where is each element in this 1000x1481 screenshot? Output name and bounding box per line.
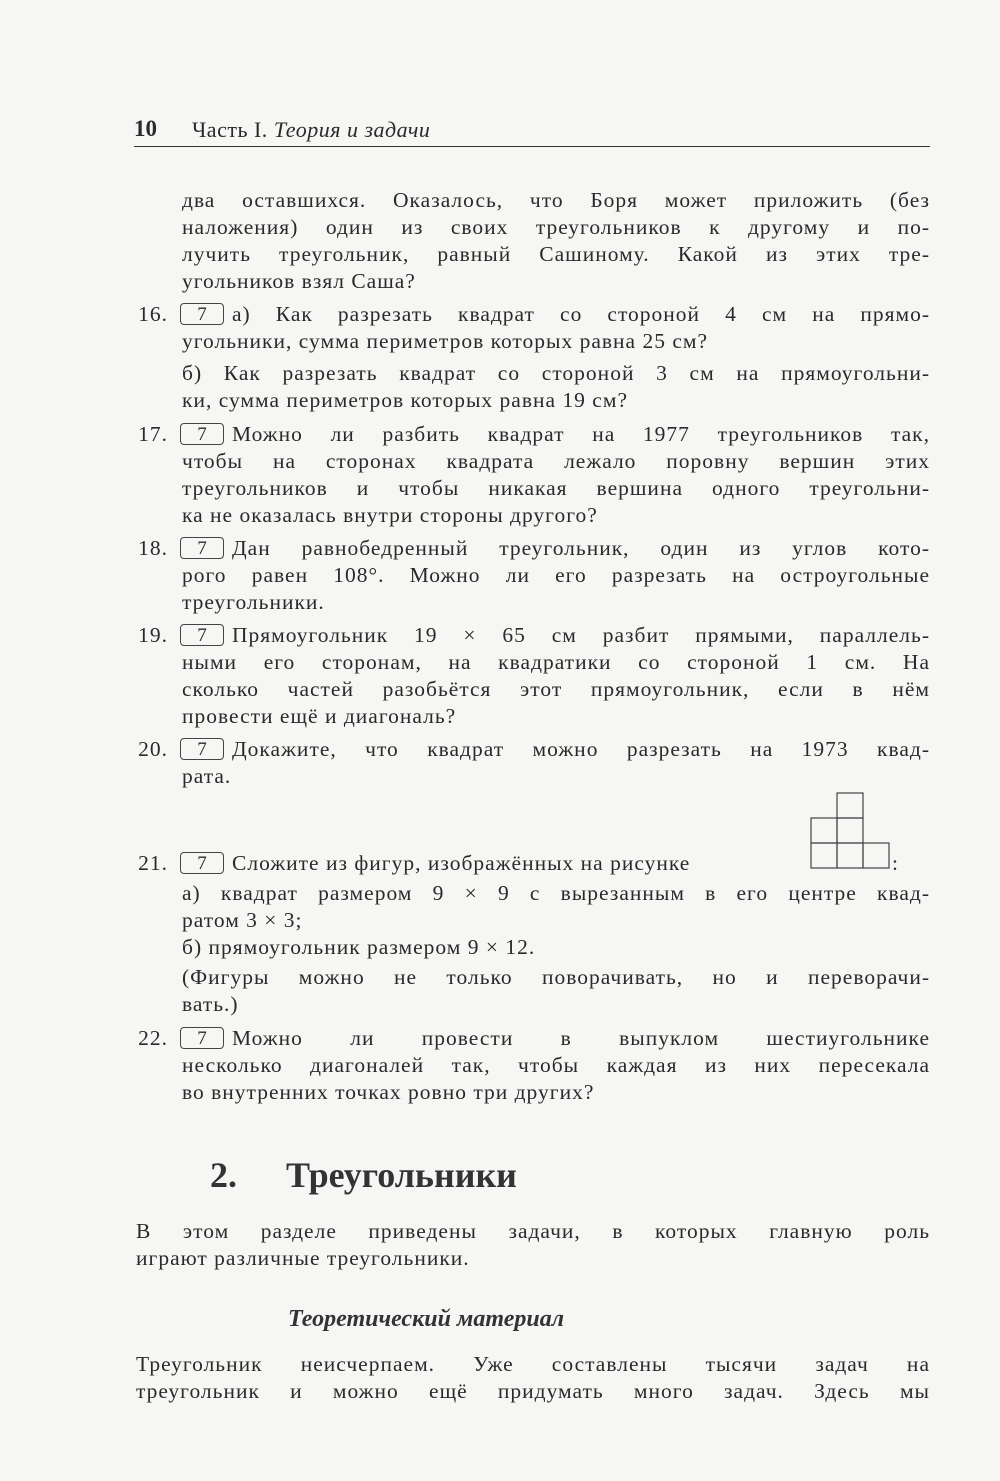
intro-line: угольников взял Саша? bbox=[182, 269, 416, 293]
difficulty-badge: 7 bbox=[180, 303, 224, 325]
part-title: Часть I. Теория и задачи bbox=[192, 117, 431, 142]
problem-text: несколько диагоналей так, чтобы каждая из них пересекала bbox=[182, 1053, 930, 1077]
difficulty-badge: 7 bbox=[180, 537, 224, 559]
problem-number: 22. bbox=[138, 1026, 168, 1050]
problem-text: ратом 3 × 3; bbox=[182, 908, 303, 932]
section-heading bbox=[210, 1150, 517, 1200]
problem-text: б) прямоугольник размером 9 × 12. bbox=[182, 935, 536, 959]
problem-text: Прямоугольник 19 × 65 см разбит прямыми, параллель- bbox=[232, 623, 930, 647]
problem-text: треугольники. bbox=[182, 590, 325, 614]
difficulty-badge: 7 bbox=[180, 852, 224, 874]
problem-text: ными его сторонам, на квадратики со стороной 1 см. На bbox=[182, 650, 930, 674]
problem-text: б) Как разрезать квадрат со стороной 3 см на прямоугольни- bbox=[182, 361, 930, 385]
problem-text: : bbox=[892, 851, 899, 875]
problem-number: 19. bbox=[138, 623, 168, 647]
problem-text: рого равен 108°. Можно ли его разрезать на остроугольные bbox=[182, 563, 930, 587]
body-text: Треугольник неисчерпаем. Уже составлены тысячи задач на bbox=[136, 1352, 930, 1376]
problem-text: рата. bbox=[182, 764, 232, 788]
section-title: Треугольники bbox=[286, 1155, 517, 1195]
difficulty-badge: 7 bbox=[180, 1027, 224, 1049]
difficulty-badge: 7 bbox=[180, 738, 224, 760]
problem-text: чтобы на сторонах квадрата лежало поровну вершин этих bbox=[182, 449, 930, 473]
difficulty-badge: 7 bbox=[180, 624, 224, 646]
intro-line: лучить треугольник, равный Сашиному. Какой из этих тре- bbox=[182, 242, 930, 266]
section-intro: В этом разделе приведены задачи, в которых главную роль bbox=[136, 1219, 930, 1243]
section-intro: играют различные треугольники. bbox=[136, 1246, 470, 1270]
body-text: треугольник и можно ещё придумать много задач. Здесь мы bbox=[136, 1379, 930, 1403]
problem-number: 16. bbox=[138, 302, 168, 326]
intro-line: два оставшихся. Оказалось, что Боря может приложить (без bbox=[182, 188, 930, 212]
polyomino-figure bbox=[810, 792, 890, 870]
figure-cell bbox=[811, 843, 837, 868]
intro-line: наложения) один из своих треугольников к другому и по- bbox=[182, 215, 930, 239]
problem-text: ки, сумма периметров которых равна 19 см? bbox=[182, 388, 628, 412]
problem-text: Сложите из фигур, изображённых на рисунке bbox=[232, 851, 691, 875]
problem-text: а) Как разрезать квадрат со стороной 4 см на прямо- bbox=[232, 302, 930, 326]
problem-number: 21. bbox=[138, 851, 168, 875]
section-number: 2. bbox=[210, 1155, 237, 1195]
figure-cell bbox=[811, 818, 837, 843]
problem-text: Можно ли провести в выпуклом шестиугольнике bbox=[232, 1026, 930, 1050]
problem-text: сколько частей разобьётся этот прямоугольник, если в нём bbox=[182, 677, 930, 701]
problem-text: Можно ли разбить квадрат на 1977 треугольников так, bbox=[232, 422, 930, 446]
problem-text: угольники, сумма периметров которых равна 25 см? bbox=[182, 329, 709, 353]
problem-number: 18. bbox=[138, 536, 168, 560]
problem-text: (Фигуры можно не только поворачивать, но и переворачи- bbox=[182, 965, 930, 989]
problem-text: вать.) bbox=[182, 992, 239, 1016]
problem-text: а) квадрат размером 9 × 9 с вырезанным в его центре квад- bbox=[182, 881, 930, 905]
difficulty-badge: 7 bbox=[180, 423, 224, 445]
problem-number: 20. bbox=[138, 737, 168, 761]
figure-cell bbox=[837, 843, 863, 868]
running-header bbox=[134, 112, 930, 147]
problem-text: треугольников и чтобы никакая вершина одного треугольни- bbox=[182, 476, 930, 500]
problem-number: 17. bbox=[138, 422, 168, 446]
problem-text: провести ещё и диагональ? bbox=[182, 704, 457, 728]
problem-text: Дан равнобедренный треугольник, один из углов кото- bbox=[232, 536, 930, 560]
problem-text: ка не оказалась внутри стороны другого? bbox=[182, 503, 598, 527]
figure-cell bbox=[837, 793, 863, 818]
problem-text: во внутренних точках ровно три других? bbox=[182, 1080, 595, 1104]
figure-cell bbox=[863, 843, 889, 868]
page-number: 10 bbox=[134, 116, 157, 141]
figure-cell bbox=[837, 818, 863, 843]
problem-text: Докажите, что квадрат можно разрезать на 1973 квад- bbox=[232, 737, 930, 761]
subsection-heading: Теоретический материал bbox=[288, 1306, 565, 1332]
